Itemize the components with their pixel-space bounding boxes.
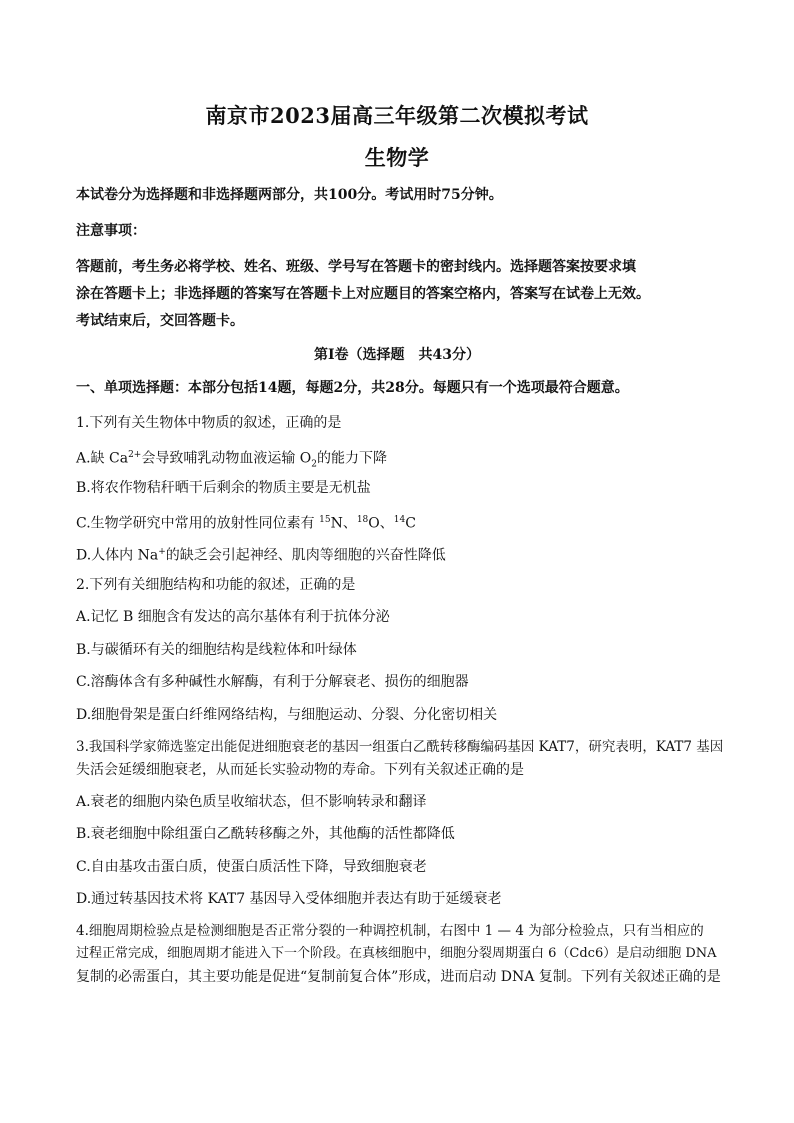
question-3-option-c: C.自由基攻击蛋白质，使蛋白质活性下降，导致细胞衰老 — [76, 859, 427, 875]
notice-line-2: 涂在答题卡上；非选择题的答案写在答题卡上对应题目的答案空格内，答案写在试卷上无效。 — [76, 286, 650, 302]
notice-line-1: 答题前，考生务必将学校、姓名、班级、学号写在答题卡的密封线内。选择题答案按要求填 — [76, 259, 636, 275]
text: N、 — [330, 515, 357, 532]
exam-title: 南京市2023届高三年级第二次模拟考试 — [205, 103, 589, 128]
section-title: 第Ⅰ卷（选择题 共43分） — [313, 347, 481, 363]
subject-title: 生物学 — [364, 145, 430, 170]
question-2-option-d: D.细胞骨架是蛋白纤维网络结构，与细胞运动、分裂、分化密切相关 — [76, 707, 498, 723]
question-3-option-b: B.衰老细胞中除组蛋白乙酰转移酶之外，其他酶的活性都降低 — [76, 826, 455, 842]
part-heading: 一、单项选择题：本部分包括14题，每题2分，共28分。每题只有一个选项最符合题意。 — [76, 380, 629, 396]
question-2-option-a: A.记忆 B 细胞含有发达的高尔基体有利于抗体分泌 — [76, 609, 390, 625]
question-1-stem: 1.下列有关生物体中物质的叙述，正确的是 — [76, 415, 342, 431]
text: 的能力下降 — [317, 450, 388, 467]
text: C.生物学研究中常用的放射性同位素有 — [76, 515, 315, 532]
text: 的缺乏会引起神经、肌肉等细胞的兴奋性降低 — [165, 547, 446, 564]
question-1-option-a — [76, 444, 724, 475]
superscript: 14 — [393, 515, 406, 525]
question-3-option-d: D.通过转基因技术将 KAT7 基因导入受体细胞并表达有助于延缓衰老 — [76, 891, 502, 907]
exam-summary: 本试卷分为选择题和非选择题两部分，共100分。考试用时75分钟。 — [76, 187, 503, 203]
superscript: 2+ — [128, 450, 142, 460]
superscript: + — [158, 547, 166, 557]
question-2-option-b: B.与碳循环有关的细胞结构是线粒体和叶绿体 — [76, 642, 357, 658]
question-2-stem: 2.下列有关细胞结构和功能的叙述，正确的是 — [76, 577, 356, 593]
question-4-stem-line-1: 4.细胞周期检验点是检测细胞是否正常分裂的一种调控机制，右图中 1 — 4 为部分检验点，只有当相应的 — [76, 923, 704, 939]
text: 会导致哺乳动物血液运输 O — [141, 450, 312, 467]
subscript: 2 — [311, 459, 318, 470]
superscript: 18 — [356, 515, 369, 525]
notice-line-3: 考试结束后，交回答题卡。 — [76, 313, 244, 329]
superscript: 15 — [319, 515, 331, 525]
question-1-option-b: B.将农作物秸秆晒干后剩余的物质主要是无机盐 — [76, 480, 371, 496]
question-4-stem-line-3: 复制的必需蛋白，其主要功能是促进“复制前复合体”形成，进而启动 DNA 复制。下列有关叙述正确的是 — [76, 969, 721, 985]
question-1-option-d — [76, 541, 724, 567]
question-3-stem-line-1: 3.我国科学家筛选鉴定出能促进细胞衰老的基因一组蛋白乙酰转移酶编码基因 KAT7，研究表明，KAT7 基因 — [76, 739, 724, 755]
text: O、 — [368, 515, 394, 532]
question-3-stem-line-2: 失活会延缓细胞衰老，从而延长实验动物的寿命。下列有关叙述正确的是 — [76, 762, 524, 778]
text: D.人体内 Na — [76, 547, 159, 564]
notice-heading: 注意事项： — [76, 223, 146, 239]
question-4-stem-line-2: 过程正常完成，细胞周期才能进入下一个阶段。在真核细胞中，细胞分裂周期蛋白 6（Cdc6）是启动细胞 DNA — [76, 946, 717, 961]
question-1-option-c — [76, 509, 724, 535]
text: A.缺 Ca — [76, 450, 129, 467]
question-3-option-a: A.衰老的细胞内染色质呈收缩状态，但不影响转录和翻译 — [76, 794, 427, 810]
question-2-option-c: C.溶酶体含有多种碱性水解酶，有利于分解衰老、损伤的细胞器 — [76, 674, 469, 690]
text: C — [405, 515, 416, 532]
